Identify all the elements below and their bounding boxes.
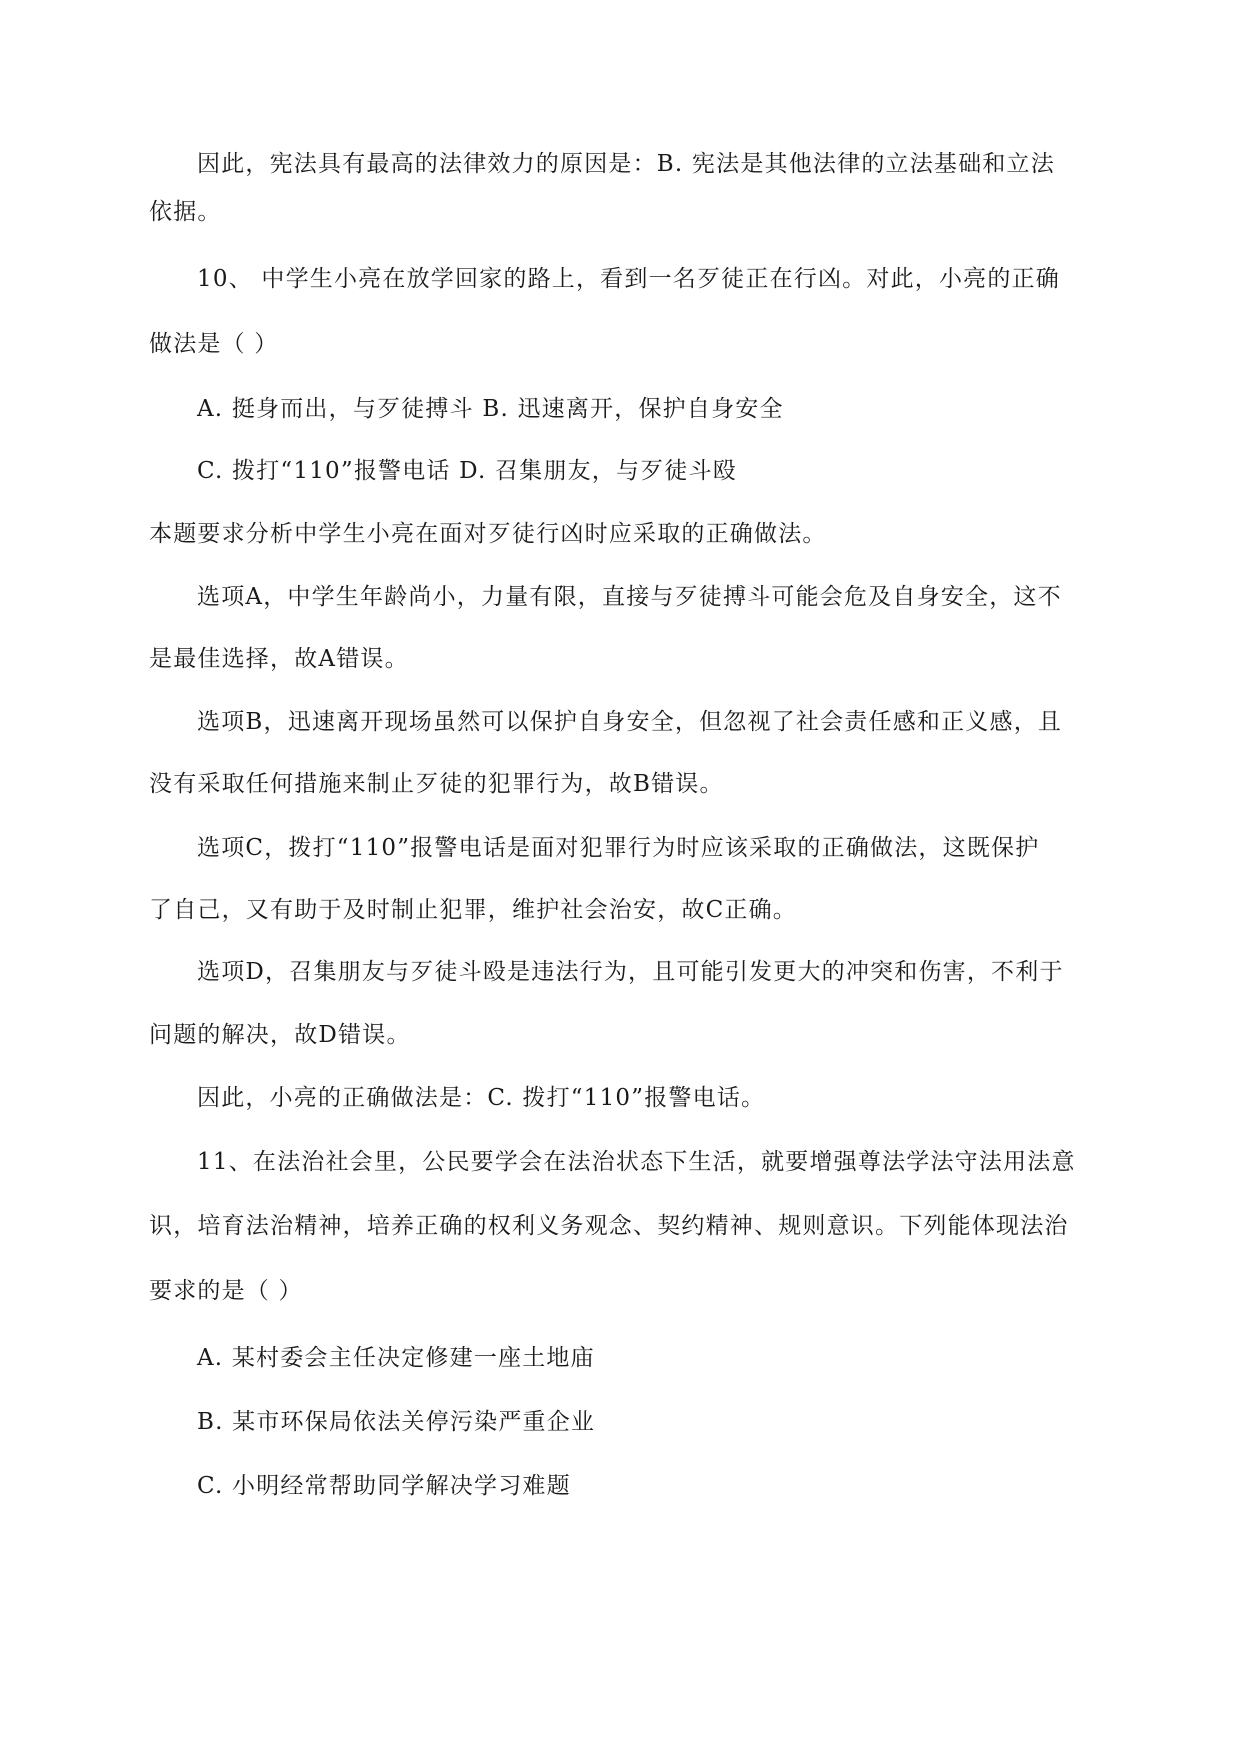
text-line-analysis-intro: 本题要求分析中学生小亮在面对歹徒行凶时应采取的正确做法。 (149, 521, 827, 547)
text-line-option-11c: C. 小明经常帮助同学解决学习难题 (197, 1473, 571, 1499)
text-line-option-c-analysis: 选项C，拨打“110”报警电话是面对犯罪行为时应该采取的正确做法，这既保护 (197, 835, 1040, 861)
text-line-question-11: 11、在法治社会里，公民要学会在法治状态下生活，就要增强尊法学法守法用法意 (197, 1149, 1076, 1175)
text-line-option-a-analysis: 选项A，中学生年龄尚小，力量有限，直接与歹徒搏斗可能会危及自身安全，这不 (197, 584, 1062, 610)
text-line-option-b-cont: 没有采取任何措施来制止歹徒的犯罪行为，故B错误。 (149, 771, 724, 797)
text-line-answer-9: 因此，宪法具有最高的法律效力的原因是：B. 宪法是其他法律的立法基础和立法 (197, 151, 1055, 177)
text-line-option-11b: B. 某市环保局依法关停污染严重企业 (197, 1409, 596, 1435)
text-line-options-ab: A. 挺身而出，与歹徒搏斗 B. 迅速离开，保护自身安全 (197, 396, 784, 422)
text-line-question-11-cont: 识，培育法治精神，培养正确的权利义务观念、契约精神、规则意识。下列能体现法治 (149, 1213, 1069, 1239)
text-line-option-11a: A. 某村委会主任决定修建一座土地庙 (197, 1345, 595, 1371)
text-line-answer-9-cont: 依据。 (149, 199, 222, 225)
text-line-option-d-analysis: 选项D，召集朋友与歹徒斗殴是违法行为，且可能引发更大的冲突和伤害，不利于 (197, 959, 1064, 985)
text-line-option-b-analysis: 选项B，迅速离开现场虽然可以保护自身安全，但忽视了社会责任感和正义感，且 (197, 709, 1063, 735)
text-line-option-a-cont: 是最佳选择，故A错误。 (149, 646, 409, 672)
text-line-answer-10: 因此，小亮的正确做法是：C. 拨打“110”报警电话。 (197, 1085, 766, 1111)
text-line-question-11-end: 要求的是（ ） (149, 1278, 303, 1304)
text-line-option-c-cont: 了自己，又有助于及时制止犯罪，维护社会治安，故C正确。 (149, 897, 797, 923)
text-line-question-10: 10、 中学生小亮在放学回家的路上，看到一名歹徒正在行凶。对此，小亮的正确 (197, 266, 1060, 292)
text-line-option-d-cont: 问题的解决，故D错误。 (149, 1022, 411, 1048)
text-line-question-10-cont: 做法是（ ） (149, 331, 279, 357)
text-line-options-cd: C. 拨打“110”报警电话 D. 召集朋友，与歹徒斗殴 (197, 458, 737, 484)
